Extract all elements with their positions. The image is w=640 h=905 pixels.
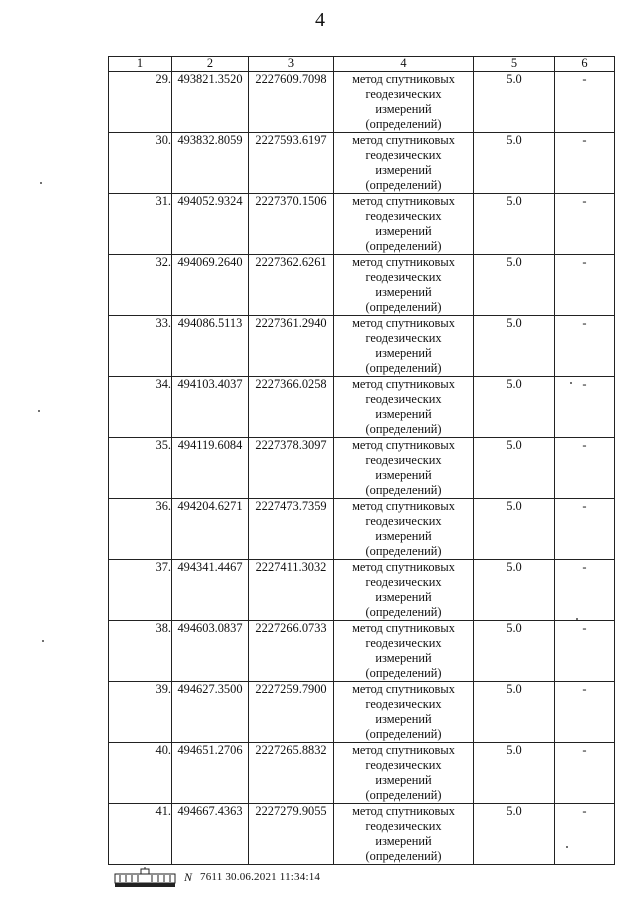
method-line: измерений (375, 285, 432, 299)
coordinate-x: 494086.5113 (172, 316, 249, 377)
note-value: - (555, 316, 615, 377)
table-row (109, 255, 615, 316)
method-line: геодезических (365, 697, 442, 711)
method-line: геодезических (365, 758, 442, 772)
determination-method (334, 194, 474, 255)
method-line: геодезических (365, 819, 442, 833)
method-line: метод спутниковых (352, 682, 455, 696)
scan-speck (38, 410, 40, 412)
method-line: геодезических (365, 270, 442, 284)
precision-value: 5.0 (474, 255, 555, 316)
point-number: 35. (109, 438, 172, 499)
point-number: 39. (109, 682, 172, 743)
header-col-2: 2 (172, 57, 249, 72)
method-line: измерений (375, 590, 432, 604)
footer-mark: N (184, 869, 193, 884)
note-value: - (555, 499, 615, 560)
method-line: (определений) (365, 666, 442, 680)
method-line: (определений) (365, 117, 442, 131)
method-line: метод спутниковых (352, 621, 455, 635)
note-value: - (555, 438, 615, 499)
table-row (109, 743, 615, 804)
page-number: 4 (315, 9, 325, 31)
method-line: геодезических (365, 636, 442, 650)
method-line: (определений) (365, 239, 442, 253)
precision-value: 5.0 (474, 377, 555, 438)
note-value: - (555, 377, 615, 438)
coordinate-x: 494667.4363 (172, 804, 249, 865)
method-line: измерений (375, 712, 432, 726)
method-line: измерений (375, 468, 432, 482)
header-col-6: 6 (555, 57, 615, 72)
method-line: метод спутниковых (352, 255, 455, 269)
note-value: - (555, 560, 615, 621)
table-row (109, 316, 615, 377)
coordinate-x: 494119.6084 (172, 438, 249, 499)
precision-value: 5.0 (474, 743, 555, 804)
precision-value: 5.0 (474, 72, 555, 133)
coordinate-y: 2227609.7098 (249, 72, 334, 133)
determination-method (334, 804, 474, 865)
method-line: (определений) (365, 544, 442, 558)
point-number: 31. (109, 194, 172, 255)
coordinate-x: 494627.3500 (172, 682, 249, 743)
method-line: измерений (375, 163, 432, 177)
method-line: (определений) (365, 605, 442, 619)
coordinate-x: 494069.2640 (172, 255, 249, 316)
table-row (109, 804, 615, 865)
determination-method (334, 621, 474, 682)
method-line: геодезических (365, 148, 442, 162)
determination-method (334, 133, 474, 194)
point-number: 36. (109, 499, 172, 560)
registration-stamp: 7611 30.06.2021 11:34:14 (200, 871, 321, 883)
method-line: метод спутниковых (352, 377, 455, 391)
method-line: метод спутниковых (352, 743, 455, 757)
method-line: измерений (375, 224, 432, 238)
note-value: - (555, 72, 615, 133)
note-value: - (555, 194, 615, 255)
method-line: измерений (375, 651, 432, 665)
coordinate-y: 2227411.3032 (249, 560, 334, 621)
table-row (109, 72, 615, 133)
determination-method (334, 377, 474, 438)
method-line: (определений) (365, 361, 442, 375)
method-line: измерений (375, 529, 432, 543)
scan-speck (40, 182, 42, 184)
header-col-5: 5 (474, 57, 555, 72)
scan-speck (570, 382, 572, 384)
method-line: измерений (375, 773, 432, 787)
precision-value: 5.0 (474, 804, 555, 865)
scan-speck (566, 846, 568, 848)
precision-value: 5.0 (474, 438, 555, 499)
precision-value: 5.0 (474, 499, 555, 560)
coordinate-x: 494052.9324 (172, 194, 249, 255)
table-row (109, 560, 615, 621)
note-value: - (555, 255, 615, 316)
coordinate-x: 494103.4037 (172, 377, 249, 438)
method-line: геодезических (365, 575, 442, 589)
coordinates-table (108, 56, 615, 865)
precision-value: 5.0 (474, 560, 555, 621)
table-row (109, 377, 615, 438)
table-row (109, 621, 615, 682)
coordinate-y: 2227279.9055 (249, 804, 334, 865)
determination-method (334, 438, 474, 499)
determination-method (334, 499, 474, 560)
coordinate-y: 2227366.0258 (249, 377, 334, 438)
determination-method (334, 682, 474, 743)
method-line: измерений (375, 346, 432, 360)
precision-value: 5.0 (474, 621, 555, 682)
point-number: 38. (109, 621, 172, 682)
coordinate-x: 494603.0837 (172, 621, 249, 682)
coordinate-y: 2227259.7900 (249, 682, 334, 743)
point-number: 33. (109, 316, 172, 377)
method-line: измерений (375, 102, 432, 116)
coordinate-x: 493821.3520 (172, 72, 249, 133)
method-line: измерений (375, 834, 432, 848)
coordinate-y: 2227361.2940 (249, 316, 334, 377)
determination-method (334, 255, 474, 316)
coordinate-y: 2227378.3097 (249, 438, 334, 499)
footer (114, 866, 320, 888)
method-line: (определений) (365, 483, 442, 497)
coordinate-x: 493832.8059 (172, 133, 249, 194)
determination-method (334, 316, 474, 377)
precision-value: 5.0 (474, 194, 555, 255)
method-line: геодезических (365, 392, 442, 406)
determination-method (334, 560, 474, 621)
note-value: - (555, 621, 615, 682)
scan-speck (576, 618, 578, 620)
determination-method (334, 743, 474, 804)
method-line: геодезических (365, 453, 442, 467)
precision-value: 5.0 (474, 682, 555, 743)
table-row (109, 133, 615, 194)
point-number: 41. (109, 804, 172, 865)
method-line: измерений (375, 407, 432, 421)
method-line: геодезических (365, 514, 442, 528)
method-line: (определений) (365, 300, 442, 314)
point-number: 37. (109, 560, 172, 621)
coordinate-y: 2227266.0733 (249, 621, 334, 682)
method-line: метод спутниковых (352, 804, 455, 818)
point-number: 32. (109, 255, 172, 316)
method-line: метод спутниковых (352, 194, 455, 208)
note-value: - (555, 743, 615, 804)
method-line: метод спутниковых (352, 499, 455, 513)
table-row (109, 499, 615, 560)
coordinate-x: 494204.6271 (172, 499, 249, 560)
header-col-1: 1 (109, 57, 172, 72)
table-header-row (109, 57, 615, 72)
method-line: (определений) (365, 788, 442, 802)
table-row (109, 682, 615, 743)
scan-speck (42, 640, 44, 642)
method-line: (определений) (365, 178, 442, 192)
determination-method (334, 72, 474, 133)
coordinate-x: 494651.2706 (172, 743, 249, 804)
point-number: 34. (109, 377, 172, 438)
note-value: - (555, 682, 615, 743)
method-line: (определений) (365, 727, 442, 741)
header-col-3: 3 (249, 57, 334, 72)
point-number: 30. (109, 133, 172, 194)
method-line: (определений) (365, 849, 442, 863)
coordinate-y: 2227593.6197 (249, 133, 334, 194)
coordinate-x: 494341.4467 (172, 560, 249, 621)
point-number: 29. (109, 72, 172, 133)
method-line: геодезических (365, 87, 442, 101)
method-line: геодезических (365, 331, 442, 345)
precision-value: 5.0 (474, 133, 555, 194)
precision-value: 5.0 (474, 316, 555, 377)
note-value: - (555, 804, 615, 865)
method-line: метод спутниковых (352, 133, 455, 147)
header-col-4: 4 (334, 57, 474, 72)
method-line: метод спутниковых (352, 438, 455, 452)
method-line: метод спутниковых (352, 560, 455, 574)
coordinate-y: 2227362.6261 (249, 255, 334, 316)
method-line: метод спутниковых (352, 72, 455, 86)
point-number: 40. (109, 743, 172, 804)
government-seal-icon (114, 867, 176, 887)
method-line: геодезических (365, 209, 442, 223)
method-line: (определений) (365, 422, 442, 436)
table-row (109, 438, 615, 499)
coordinate-y: 2227473.7359 (249, 499, 334, 560)
method-line: метод спутниковых (352, 316, 455, 330)
coordinate-y: 2227370.1506 (249, 194, 334, 255)
note-value: - (555, 133, 615, 194)
table-row (109, 194, 615, 255)
coordinate-y: 2227265.8832 (249, 743, 334, 804)
